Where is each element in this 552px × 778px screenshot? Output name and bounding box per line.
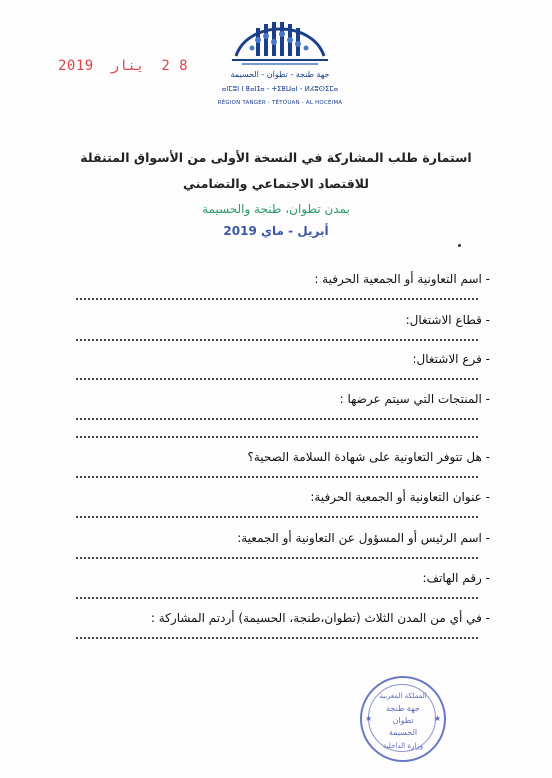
fill-line[interactable] — [76, 637, 478, 639]
field-label: - هل تتوفر التعاونية على شهادة السلامة الصحية؟ — [247, 450, 490, 464]
field-city-choice[interactable] — [70, 611, 490, 651]
fill-line[interactable] — [76, 516, 478, 518]
fill-line[interactable] — [76, 378, 478, 380]
field-label: - المنتجات التي سيتم عرضها : — [339, 392, 490, 406]
seal-star-icon: ★ — [433, 714, 441, 723]
form-title-line1: استمارة طلب المشاركة في النسخة الأولى من الأسواق المتنقلة — [80, 150, 472, 165]
field-label: - فرع الاشتغال: — [412, 352, 490, 366]
region-emblem-icon — [228, 10, 332, 68]
stamp-day: 2 8 — [161, 58, 189, 74]
field-label: - قطاع الاشتغال: — [405, 313, 490, 327]
field-phone[interactable] — [70, 571, 490, 611]
region-logo — [210, 10, 350, 110]
official-seal — [360, 676, 446, 762]
field-products[interactable] — [70, 392, 490, 432]
seal-region: جهة طنجة — [386, 704, 420, 713]
form-period: أبريل - ماي 2019 — [223, 224, 329, 238]
field-health-certificate[interactable] — [70, 450, 490, 490]
field-president-name[interactable] — [70, 531, 490, 571]
field-label: - في أي من المدن الثلاث (تطوان،طنجة، الحسيمة) أردتم المشاركة : — [150, 611, 490, 625]
fill-line[interactable] — [76, 597, 478, 599]
fill-line[interactable] — [76, 557, 478, 559]
field-label: - اسم التعاونية أو الجمعية الحرفية : — [314, 272, 490, 286]
fill-line[interactable] — [76, 298, 478, 300]
logo-region-name-tifinagh: ⴰⵏⵎⵓⵏ ⵏ ⵟⴰⵏⵊⴰ - ⵜⵉⵟⵡⴰⵏ - ⵍⵃⵓⵙⵉⵎⴰ — [221, 85, 339, 93]
field-sector[interactable] — [70, 313, 490, 353]
received-date-stamp — [58, 58, 196, 74]
logo-region-name-arabic: جهة طنجة - تطوان - الحسيمة — [230, 70, 330, 79]
field-label: - عنوان التعاونية أو الجمعية الحرفية: — [310, 490, 490, 504]
field-branch[interactable] — [70, 352, 490, 392]
stamp-year: 2019 — [58, 58, 94, 74]
fill-line[interactable] — [76, 436, 478, 438]
seal-ministry: وزارة الداخلية — [382, 742, 424, 750]
field-label: - رقم الهاتف: — [422, 571, 490, 585]
page-mark — [458, 244, 461, 247]
field-label: - اسم الرئيس أو المسؤول عن التعاونية أو الجمعية: — [237, 531, 490, 545]
field-cooperative-name[interactable] — [70, 272, 490, 312]
fill-line[interactable] — [76, 476, 478, 478]
form-cities: بمدن تطوان، طنجة والحسيمة — [202, 202, 350, 216]
fill-line[interactable] — [76, 418, 478, 420]
seal-kingdom: المملكة المغربية — [379, 692, 427, 700]
field-address[interactable] — [70, 490, 490, 530]
fill-line[interactable] — [76, 339, 478, 341]
stamp-month: ينار — [110, 58, 145, 74]
form-title-line2: للاقتصاد الاجتماعي والتضامني — [183, 176, 369, 191]
seal-star-icon: ★ — [365, 714, 373, 723]
seal-city-tetouan: تطوان — [392, 716, 414, 725]
seal-city-alhoceima: الحسيمة — [388, 728, 418, 737]
logo-region-name-french: RÉGION TANGER - TÉTOUAN - AL HOCEIMA — [217, 100, 343, 106]
